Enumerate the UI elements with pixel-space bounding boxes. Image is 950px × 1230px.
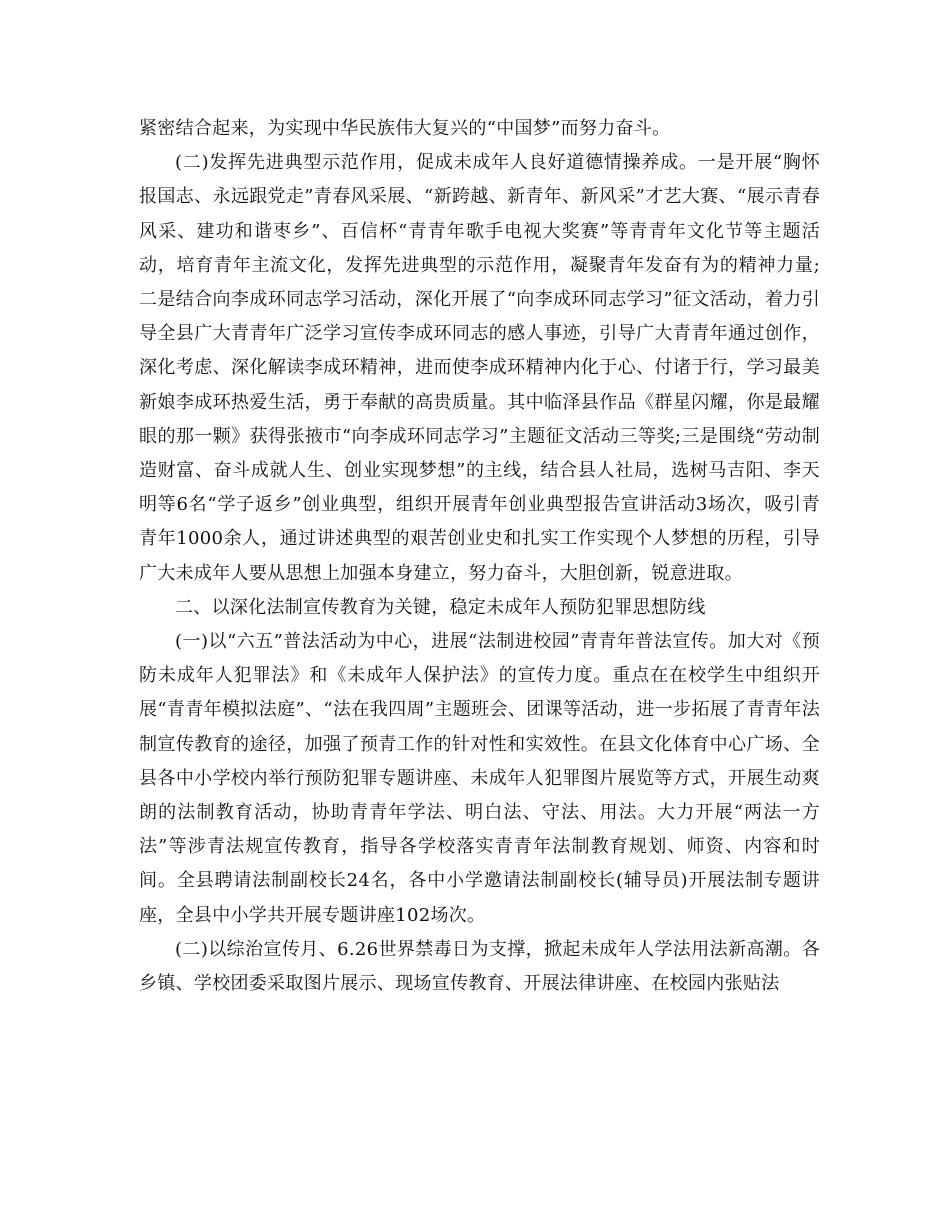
paragraph-continuation: 紧密结合起来，为实现中华民族伟大复兴的“中国梦”而努力奋斗。 — [139, 118, 671, 139]
paragraph-section-2-1: (一)以“六五”普法活动为中心，进展“法制进校园”青青年普法宣传。加大对《预防未成年人犯罪法》和《未成年人保护法》的宣传力度。重点在在校学生中组织开展“青青年模拟法庭”、“法在我四周”主题班会、团课等活动，进一步拓展了青青年法制宣传教育的途径，加强了预青工作的针对性和实效性。在县文化体育中心广场、全县各中小学校内举行预防犯罪专题讲座、未成年人犯罪图片展览等方式，开展生动爽朗的法制教育活动，协助青青年学法、明白法、守法、用法。大力开展“两法一方法”等涉青法规宣传教育，指导各学校落实青青年法制教育规划、师资、内容和时间。全县聘请法制副校长24名，各中小学邀请法制副校长(辅导员)开展法制专题讲座，全县中小学共开展专题讲座102场次。 — [139, 631, 820, 926]
paragraph-section-1-2: (二)发挥先进典型示范作用，促成未成年人良好道德情操养成。一是开展“胸怀报国志、永远跟党走”青春风采展、“新跨越、新青年、新风采”才艺大赛、“展示青春风采、建功和谐枣乡”、百信杯“青青年歌手电视大奖赛”等青青年文化节等主题活动，培育青年主流文化，发挥先进典型的示范作用，凝聚青年发奋有为的精神力量;二是结合向李成环同志学习活动，深化开展了“向李成环同志学习”征文活动，着力引导全县广大青青年广泛学习宣传李成环同志的感人事迹，引导广大青青年通过创作，深化考虑、深化解读李成环精神，进而使李成环精神内化于心、付诸于行，学习最美新娘李成环热爱生活，勇于奉献的高贵质量。其中临泽县作品《群星闪耀，你是最耀眼的那一颗》获得张掖市“向李成环同志学习”主题征文活动三等奖;三是围绕“劳动制造财富、奋斗成就人生、创业实现梦想”的主线，结合县人社局，选树马吉阳、李天明等6名“学子返乡”创业典型，组织开展青年创业典型报告宣讲活动3场次，吸引青青年1000余人，通过讲述典型的艰苦创业史和扎实工作实现个人梦想的历程，引导广大未成年人要从思想上加强本身建立，努力奋斗，大胆创新，锐意进取。 — [139, 152, 820, 584]
paragraph-section-2-2: (二)以综治宣传月、6.26世界禁毒日为支撑，掀起未成年人学法用法新高潮。各乡镇、学校团委采取图片展示、现场宣传教育、开展法律讲座、在校园内张贴法 — [139, 938, 820, 995]
section-2-heading: 二、以深化法制宣传教育为关键，稳定未成年人预防犯罪思想防线 — [175, 596, 706, 618]
document-body — [139, 112, 820, 1001]
